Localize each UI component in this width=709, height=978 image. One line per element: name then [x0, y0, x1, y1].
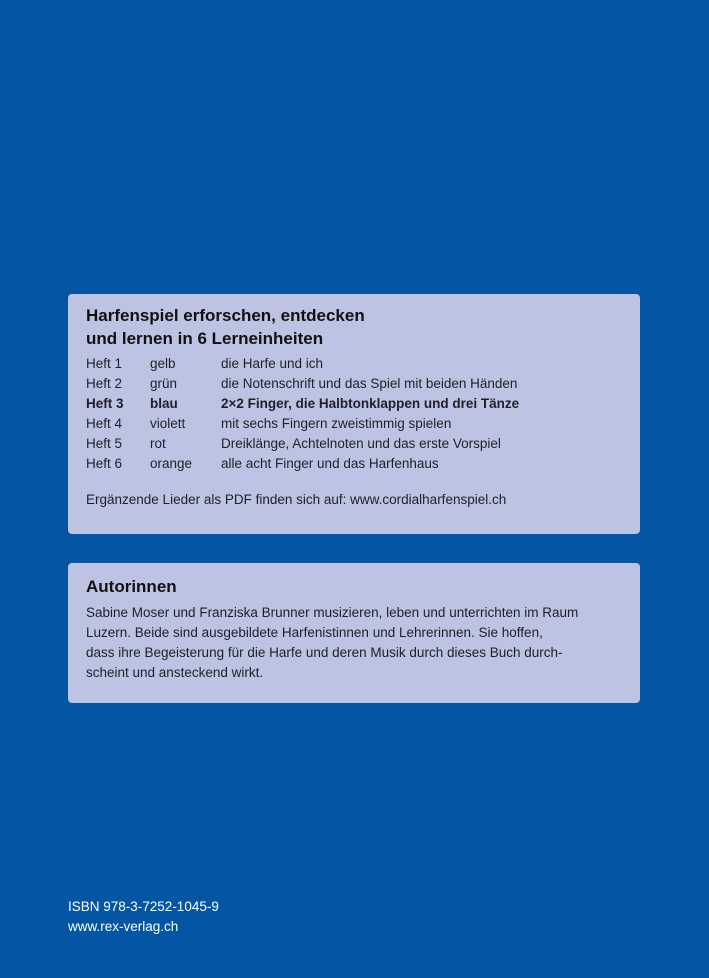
series-color: orange [150, 456, 193, 471]
series-heft: Heft 2 [86, 376, 123, 391]
authors-text-line: Luzern. Beide sind ausgebildete Harfenistinnen und Lehrerinnen. Sie hoffen, [86, 625, 543, 640]
series-color: rot [150, 436, 166, 451]
series-heft: Heft 4 [86, 416, 123, 431]
series-row [86, 434, 622, 454]
authors-title: Autorinnen [86, 577, 177, 596]
isbn: ISBN 978-3-7252-1045-9 [68, 899, 219, 914]
series-table [86, 354, 622, 474]
series-row [86, 414, 622, 434]
series-row [86, 454, 622, 474]
series-row [86, 354, 622, 374]
series-heft: Heft 3 [86, 396, 124, 411]
series-description: alle acht Finger und das Harfenhaus [221, 456, 439, 471]
series-color: grün [150, 376, 178, 391]
series-description: die Notenschrift und das Spiel mit beiden Händen [221, 376, 518, 391]
series-description: 2×2 Finger, die Halbtonklappen und drei Tänze [221, 396, 520, 411]
series-row-current [86, 394, 622, 414]
series-heft: Heft 1 [86, 356, 123, 371]
series-title-line-2: und lernen in 6 Lerneinheiten [86, 329, 324, 348]
series-overview-box [68, 294, 640, 534]
series-description: mit sechs Fingern zweistimmig spielen [221, 416, 452, 431]
authors-box [68, 563, 640, 703]
publisher-website: www.rex-verlag.ch [68, 919, 179, 934]
authors-text-line: dass ihre Begeisterung für die Harfe und deren Musik durch dieses Buch durch- [86, 645, 563, 660]
authors-text-line: scheint und ansteckend wirkt. [86, 665, 264, 680]
series-description: Dreiklänge, Achtelnoten und das erste Vorspiel [221, 436, 501, 451]
series-row [86, 374, 622, 394]
publisher-footer [68, 897, 219, 937]
series-heft: Heft 5 [86, 436, 123, 451]
series-color: gelb [150, 356, 176, 371]
authors-description [86, 603, 622, 683]
series-color: blau [150, 396, 178, 411]
series-color: violett [150, 416, 186, 431]
series-title-line-1: Harfenspiel erforschen, entdecken [86, 306, 365, 325]
series-description: die Harfe und ich [221, 356, 324, 371]
supplementary-songs-note: Ergänzende Lieder als PDF finden sich auf: www.cordialharfenspiel.ch [86, 492, 507, 507]
authors-text-line: Sabine Moser und Franziska Brunner musizieren, leben und unterrichten im Raum [86, 605, 579, 620]
series-heft: Heft 6 [86, 456, 123, 471]
